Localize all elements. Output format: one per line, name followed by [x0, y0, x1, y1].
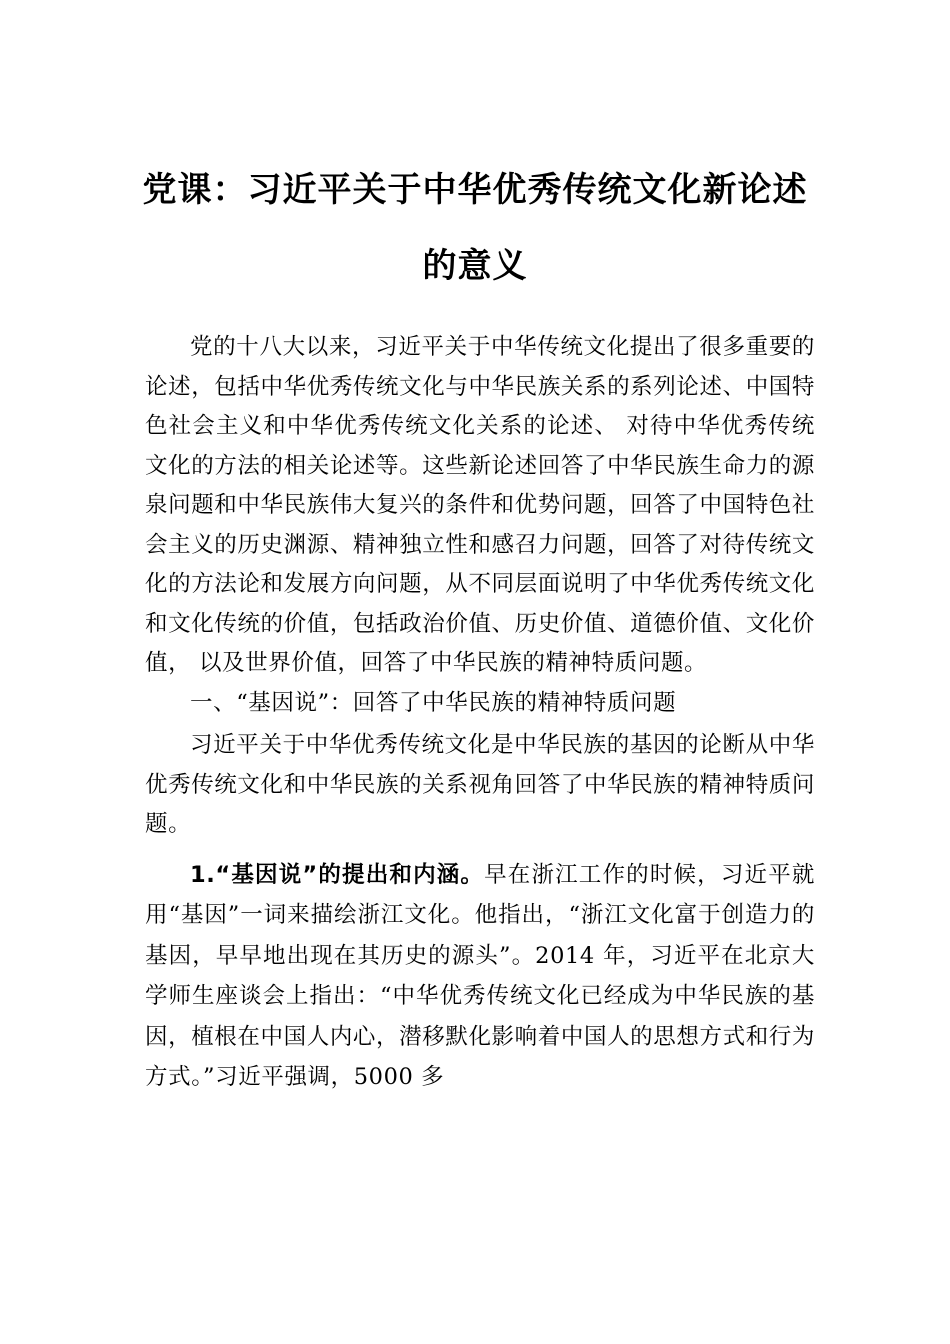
intro-paragraph: 党的十八大以来，习近平关于中华传统文化提出了很多重要的论述，包括中华优秀传统文化与中华民族关系的系列论述、中国特色社会主义和中华优秀传统文化关系的论述、 对待中华优秀传统文化的方法的相关论述等。这些新论述回答了中华民族生命力的源泉问题和中华民族伟大复兴的条件和优势问题，回答了中国特色社会主义的历史渊源、精神独立性和感召力问题，回答了对待传统文化的方法论和发展方向问题，从不同层面说明了中华优秀传统文化和文化传统的价值，包括政治价值、历史价值、道德价值、文化价值， 以及世界价值，回答了中华民族的精神特质问题。 [145, 334, 815, 676]
document-body [145, 328, 815, 1098]
subsection-lead: 1.“基因说”的提出和内涵。 [190, 861, 485, 888]
gene-detail-paragraph [145, 855, 815, 1098]
document-title: 党课：习近平关于中华优秀传统文化新论述的意义 [142, 170, 808, 286]
gene-summary-paragraph: 习近平关于中华优秀传统文化是中华民族的基因的论断从中华优秀传统文化和中华民族的关系视角回答了中华民族的精神特质问题。 [145, 732, 815, 837]
section-heading: 一、“基因说”：回答了中华民族的精神特质问题 [190, 689, 677, 716]
subsection-text: 早在浙江工作的时候，习近平就用“基因”一词来描绘浙江文化。他指出，“浙江文化富于创造力的基因，早早地出现在其历史的源头”。2014 年，习近平在北京大学师生座谈会上指出：“中华优秀传统文化已经成为中华民族的基因，植根在中国人内心，潜移默化影响着中国人的思想方式和行为方式。”习近平强调，5000 多 [145, 861, 815, 1090]
